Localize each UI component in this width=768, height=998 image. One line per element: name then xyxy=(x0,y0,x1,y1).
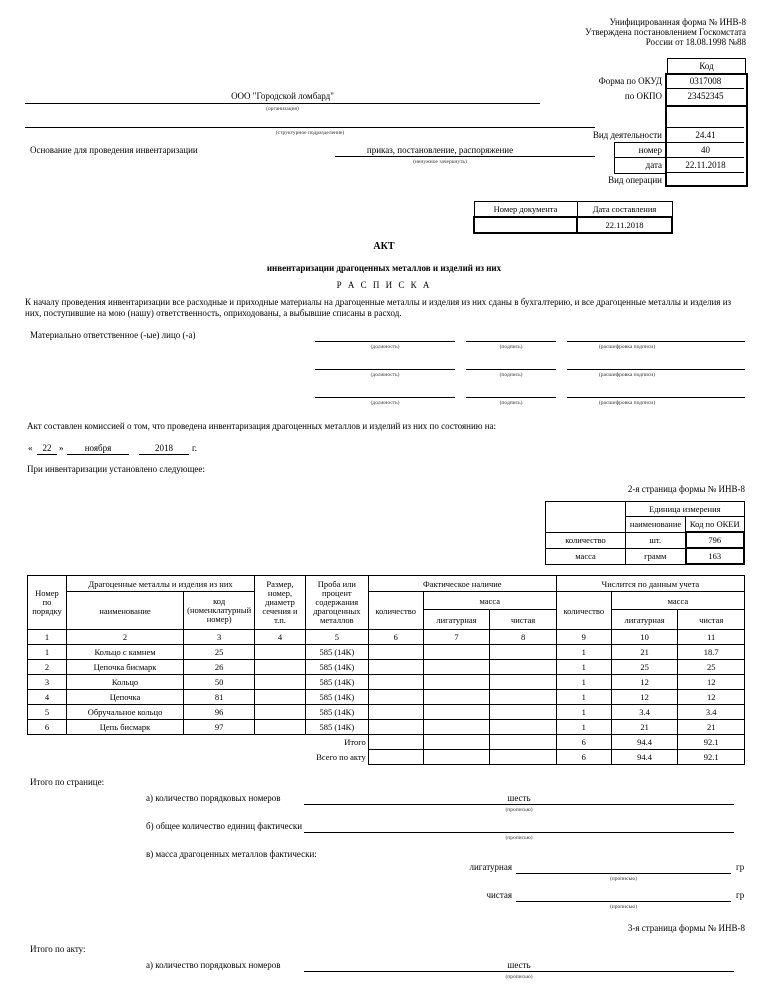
table-cell: 12 xyxy=(611,675,678,690)
pure-gr: гр xyxy=(736,890,745,900)
col-num: 8 xyxy=(490,630,557,645)
act-totals-a-value: шесть xyxy=(507,960,531,970)
units-header: Единица измерения xyxy=(626,502,745,517)
basis-value: приказ, постановление, распоряжение xyxy=(366,145,514,155)
col-num: 2 xyxy=(66,630,183,645)
caption-signature-2: (подпись) xyxy=(499,372,523,378)
col-num: 3 xyxy=(184,630,255,645)
form-line-2: Утверждена постановлением Госкомстата xyxy=(585,27,746,37)
close-quote: » xyxy=(59,443,64,453)
table-cell xyxy=(368,675,423,690)
words-caption-3: (прописью) xyxy=(609,876,638,882)
table-cell: 1 xyxy=(556,690,611,705)
form-header xyxy=(585,17,746,47)
page-totals-title: Итого по странице: xyxy=(30,777,105,787)
act-subtitle: инвентаризации драгоценных металлов и изделий из них xyxy=(266,263,502,273)
h-qty-book: количество xyxy=(556,592,611,630)
table-cell: 3.4 xyxy=(611,705,678,720)
col-num: 4 xyxy=(255,630,306,645)
table-cell: Цепь бисмарк xyxy=(66,720,183,735)
grand-label: Всего по акту xyxy=(316,752,366,762)
units-row-code: 163 xyxy=(686,548,745,564)
table-cell xyxy=(255,705,306,720)
total-label: Итого xyxy=(344,737,366,748)
table-cell: 26 xyxy=(184,660,255,675)
form-line-3: России от 18.08.1998 №88 xyxy=(645,37,746,47)
table-cell: 6 xyxy=(28,720,67,735)
table-cell: 585 (14К) xyxy=(305,660,368,675)
words-caption-4: (прописью) xyxy=(609,904,638,910)
doc-date-header: Дата составления xyxy=(577,202,672,218)
basis-label: Основание для проведения инвентаризации xyxy=(30,145,198,155)
caption-position-1: (должность) xyxy=(370,344,400,350)
operation-label: Вид операции xyxy=(608,175,662,185)
page-totals-a-label: а) количество порядковых номеров xyxy=(146,793,281,803)
date-label: дата xyxy=(645,160,662,170)
words-caption-5: (прописью) xyxy=(505,974,533,980)
table-row xyxy=(28,675,745,690)
h-lig-book: лигатурная xyxy=(611,610,678,630)
total-cell xyxy=(423,735,490,750)
table-cell: 5 xyxy=(28,705,67,720)
doc-num-header: Номер документа xyxy=(474,202,577,218)
table-cell: 25 xyxy=(678,660,745,675)
table-cell xyxy=(423,675,490,690)
table-cell xyxy=(423,690,490,705)
table-cell xyxy=(490,645,557,660)
activity-label: Вид деятельности xyxy=(592,130,662,140)
h-book: Числится по данным учета xyxy=(556,576,744,592)
org-name: ООО "Городской ломбард" xyxy=(231,91,334,101)
table-row xyxy=(28,690,745,705)
total-row xyxy=(28,735,745,750)
table-cell xyxy=(368,660,423,675)
table-cell xyxy=(423,660,490,675)
table-cell: 97 xyxy=(184,720,255,735)
total-cell xyxy=(368,735,423,750)
receipt-text: К началу проведения инвентаризации все расходные и приходные материалы на драгоценные металлы и изделия из них сданы в бухгалтерию, и все драгоценные металлы и изделия из них, поступившие на мою (нашу) ответственность, оприходованы, а выбывшие списаны в расход. xyxy=(25,297,732,318)
table-cell: 12 xyxy=(678,675,745,690)
table-cell xyxy=(368,705,423,720)
table-cell: 1 xyxy=(556,705,611,720)
col-num: 9 xyxy=(556,630,611,645)
h-code: код (номенклатурный номер) xyxy=(184,592,255,630)
okpo-value: 23452345 xyxy=(687,91,724,101)
caption-decode-1: (расшифровка подписи) xyxy=(598,344,656,350)
table-cell xyxy=(255,720,306,735)
table-cell xyxy=(423,720,490,735)
units-table xyxy=(545,501,745,565)
units-row-name: грамм xyxy=(626,548,686,564)
table-cell: Цепочка бисмарк xyxy=(66,660,183,675)
table-cell xyxy=(255,645,306,660)
table-row xyxy=(28,705,745,720)
table-cell xyxy=(490,705,557,720)
table-cell: 21 xyxy=(611,645,678,660)
grand-total-row xyxy=(28,750,745,765)
col-numbers-row xyxy=(28,630,745,645)
receipt-title: Р А С П И С К А xyxy=(336,280,432,290)
table-cell: 585 (14К) xyxy=(305,690,368,705)
pure-label: чистая xyxy=(486,890,512,900)
caption-position-3: (должность) xyxy=(370,400,400,406)
table-row xyxy=(28,660,745,675)
table-cell: 2 xyxy=(28,660,67,675)
dept-caption: (структурное подразделение) xyxy=(275,130,345,136)
table-cell: 12 xyxy=(678,690,745,705)
grand-cell xyxy=(490,750,557,765)
doc-num-value xyxy=(474,217,577,233)
act-title: АКТ xyxy=(373,241,395,252)
kod-header: Код xyxy=(667,58,746,74)
table-cell xyxy=(490,690,557,705)
caption-position-2: (должность) xyxy=(370,372,400,378)
units-row-name: шт. xyxy=(626,532,686,548)
table-cell xyxy=(423,705,490,720)
okud-value: 0317008 xyxy=(689,76,722,86)
date-day: 22 xyxy=(42,443,52,453)
page-totals-b-label: б) общее количество единиц фактически xyxy=(146,821,303,831)
units-col-code: Код по ОКЕИ xyxy=(686,517,745,533)
h-probe: Проба или процент содержания драгоценных металлов xyxy=(305,576,368,630)
doc-number-table xyxy=(473,201,673,234)
h-qty-actual: количество xyxy=(368,592,423,630)
open-quote: « xyxy=(28,443,33,453)
grand-cell: 92.1 xyxy=(678,750,745,765)
table-cell: 21 xyxy=(678,720,745,735)
table-cell: 12 xyxy=(611,690,678,705)
established-text: При инвентаризации установлено следующее: xyxy=(27,464,205,474)
table-cell: 585 (14К) xyxy=(305,675,368,690)
lig-label: лигатурная xyxy=(469,862,512,872)
col-num: 7 xyxy=(423,630,490,645)
table-cell: Кольцо с камнем xyxy=(66,645,183,660)
table-cell: 1 xyxy=(556,675,611,690)
h-mass-actual: масса xyxy=(423,592,556,610)
grand-cell: 94.4 xyxy=(611,750,678,765)
col-num: 11 xyxy=(678,630,745,645)
words-caption-2: (прописью) xyxy=(505,835,533,841)
h-num: Номер по порядку xyxy=(28,576,67,630)
act-totals-a-label: а) количество порядковых номеров xyxy=(146,960,281,970)
okud-label: Форма по ОКУД xyxy=(598,76,662,86)
table-cell: 81 xyxy=(184,690,255,705)
col-num: 1 xyxy=(28,630,67,645)
date-value: 22.11.2018 xyxy=(685,160,726,170)
h-mass-book: масса xyxy=(611,592,744,610)
date-year: 2018 xyxy=(155,443,173,453)
table-cell: 96 xyxy=(184,705,255,720)
grand-cell: 6 xyxy=(556,750,611,765)
table-cell: 25 xyxy=(184,645,255,660)
table-cell xyxy=(368,690,423,705)
table-cell xyxy=(255,660,306,675)
table-cell xyxy=(255,675,306,690)
table-cell xyxy=(490,675,557,690)
table-cell: 4 xyxy=(28,690,67,705)
total-cell xyxy=(490,735,557,750)
number-label: номер xyxy=(638,145,662,155)
table-cell: 585 (14К) xyxy=(305,645,368,660)
table-cell: 21 xyxy=(611,720,678,735)
caption-signature-1: (подпись) xyxy=(499,344,523,350)
responsible-label: Материально ответственное (-ые) лицо (-а) xyxy=(30,330,196,340)
caption-decode-2: (расшифровка подписи) xyxy=(598,372,656,378)
table-cell: 3 xyxy=(28,675,67,690)
date-month: ноября xyxy=(84,443,112,453)
table-cell: 1 xyxy=(556,720,611,735)
table-cell xyxy=(368,720,423,735)
table-cell: Кольцо xyxy=(66,675,183,690)
lig-gr: гр xyxy=(736,862,745,872)
grand-cell xyxy=(368,750,423,765)
act-totals-title: Итого по акту: xyxy=(30,944,86,954)
activity-value: 24.41 xyxy=(695,130,716,140)
date-g: г. xyxy=(192,443,197,453)
table-cell xyxy=(423,645,490,660)
table-row xyxy=(28,720,745,735)
page-3-label: 3-я страница формы № ИНВ-8 xyxy=(627,923,745,933)
inventory-table xyxy=(27,575,745,765)
words-caption-1: (прописью) xyxy=(505,807,533,813)
h-name: наименование xyxy=(66,592,183,630)
table-cell: 1 xyxy=(556,645,611,660)
table-cell: Цепочка xyxy=(66,690,183,705)
units-row-code: 796 xyxy=(686,532,745,548)
total-cell: 92.1 xyxy=(678,735,745,750)
col-num: 10 xyxy=(611,630,678,645)
table-cell: 1 xyxy=(28,645,67,660)
page-totals-a-value: шесть xyxy=(507,793,531,803)
h-lig-actual: лигатурная xyxy=(423,610,490,630)
units-row-label: масса xyxy=(546,548,626,564)
page-2-label: 2-я страница формы № ИНВ-8 xyxy=(627,484,745,494)
col-num: 5 xyxy=(305,630,368,645)
caption-signature-3: (подпись) xyxy=(499,400,523,406)
table-cell: 18.7 xyxy=(678,645,745,660)
table-cell: 1 xyxy=(556,660,611,675)
h-size: Размер, номер, диаметр сечения и т.п. xyxy=(255,576,306,630)
doc-date-value: 22.11.2018 xyxy=(577,217,672,233)
page-totals-c-label: в) масса драгоценных металлов фактически: xyxy=(146,849,317,859)
caption-decode-3: (расшифровка подписи) xyxy=(598,400,656,406)
commission-text: Акт составлен комиссией о том, что проведена инвентаризация драгоценных металлов и изделий из них по состоянию на: xyxy=(27,421,497,431)
table-cell xyxy=(255,690,306,705)
table-cell: 50 xyxy=(184,675,255,690)
table-cell: 25 xyxy=(611,660,678,675)
table-cell: Обручальное кольцо xyxy=(66,705,183,720)
units-col-name: наименование xyxy=(626,517,686,533)
table-cell xyxy=(490,660,557,675)
table-cell xyxy=(368,645,423,660)
total-cell: 6 xyxy=(556,735,611,750)
h-metals: Драгоценные металлы и изделия из них xyxy=(66,576,254,592)
table-cell xyxy=(490,720,557,735)
number-value: 40 xyxy=(701,145,710,155)
units-row-label: количество xyxy=(546,532,626,548)
h-pure-actual: чистая xyxy=(490,610,557,630)
org-caption: (организация) xyxy=(266,106,299,112)
table-cell: 585 (14К) xyxy=(305,720,368,735)
table-cell: 3.4 xyxy=(678,705,745,720)
table-cell: 585 (14К) xyxy=(305,705,368,720)
col-num: 6 xyxy=(368,630,423,645)
okpo-label: по ОКПО xyxy=(624,91,662,101)
form-line-1: Унифицированная форма № ИНВ-8 xyxy=(609,17,746,27)
h-pure-book: чистая xyxy=(678,610,745,630)
grand-cell xyxy=(423,750,490,765)
total-cell: 94.4 xyxy=(611,735,678,750)
h-actual: Фактическое наличие xyxy=(368,576,556,592)
table-row xyxy=(28,645,745,660)
basis-caption: (ненужное зачеркнуть) xyxy=(413,159,467,165)
